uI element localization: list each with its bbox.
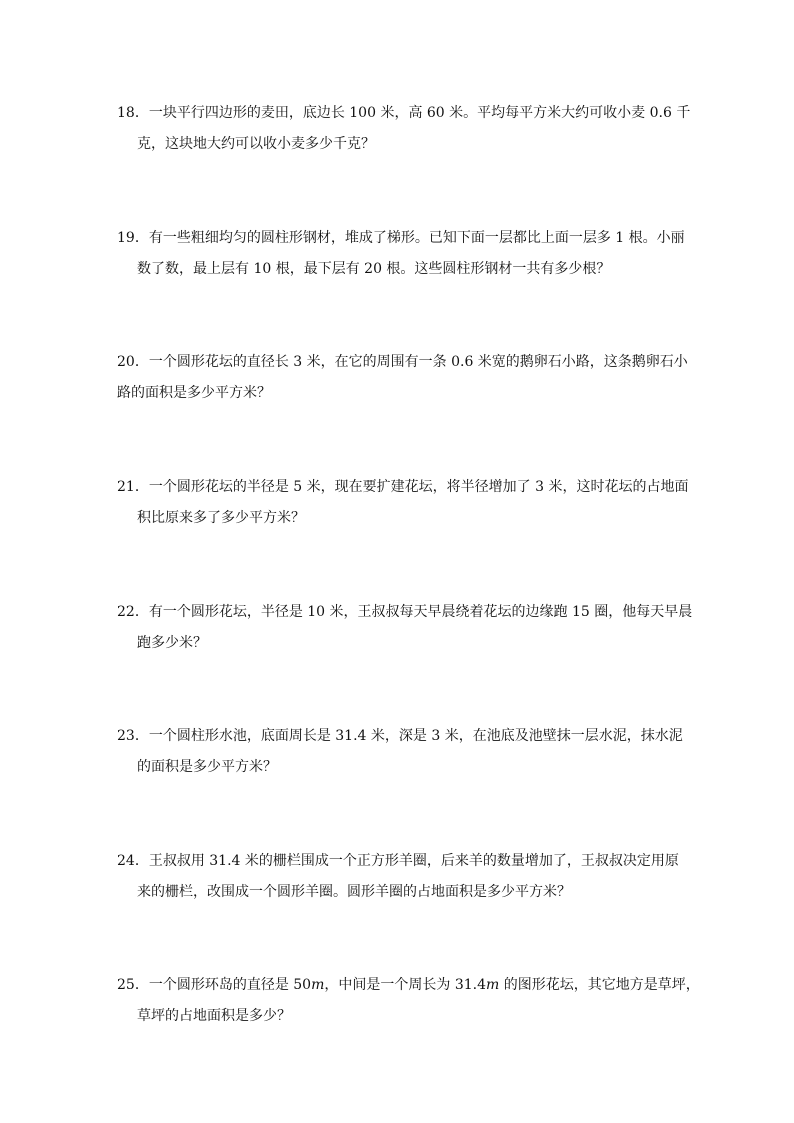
problem-text-continued: 跑多少米？ — [137, 635, 207, 651]
problem-text-continued: 来的栅栏，改围成一个圆形羊圈。圆形羊圈的占地面积是多少平方米？ — [137, 884, 571, 900]
problem-24 — [117, 846, 677, 908]
problem-line — [117, 472, 689, 503]
unit-meter: m — [311, 977, 325, 993]
problem-20 — [117, 347, 688, 409]
problem-text: ，中间是一个周长为 31.4 — [324, 977, 486, 993]
problem-text-continued: 克，这块地大约可以收小麦多少千克？ — [137, 136, 375, 152]
problem-number: 19． — [117, 230, 149, 246]
problem-18 — [117, 98, 691, 160]
problem-text: 的图形花坛，其它地方是草坪， — [499, 977, 700, 993]
problem-number: 24． — [117, 853, 149, 869]
problem-22 — [117, 597, 693, 659]
problem-25 — [117, 970, 700, 1032]
problem-line — [117, 846, 677, 877]
problem-text-continued: 路的面积是多少平方米？ — [117, 385, 271, 401]
problem-19 — [117, 223, 685, 285]
problem-text-continued: 数了数，最上层有 10 根，最下层有 20 根。这些圆柱形钢材一共有多少根？ — [137, 261, 611, 277]
problem-text-continued: 的面积是多少平方米？ — [137, 759, 277, 775]
problem-23 — [117, 721, 683, 783]
problem-text: 有一些粗细均匀的圆柱形钢材，堆成了梯形。已知下面一层都比上面一层多 1 根。小丽 — [148, 230, 685, 246]
problem-number: 18． — [117, 105, 149, 121]
problem-number: 21． — [117, 479, 149, 495]
problem-number: 23． — [117, 728, 149, 744]
problem-number: 25． — [117, 977, 149, 993]
problem-line — [117, 223, 685, 254]
problem-text: 一个圆形花坛的直径长 3 米，在它的周围有一条 0.6 米宽的鹅卵石小路，这条鹅卵石小 — [148, 354, 688, 370]
problem-text: 一个圆柱形水池，底面周长是 31.4 米，深是 3 米，在池底及池壁抹一层水泥，抹水泥 — [148, 728, 683, 744]
problem-text: 一个圆形环岛的直径是 50 — [148, 977, 312, 993]
problem-text: 一块平行四边形的麦田，底边长 100 米，高 60 米。平均每平方米大约可收小麦 0.6 千 — [148, 105, 691, 121]
problem-number: 22． — [117, 604, 149, 620]
problem-text: 一个圆形花坛的半径是 5 米，现在要扩建花坛，将半径增加了 3 米，这时花坛的占地面 — [148, 479, 689, 495]
problem-text: 有一个圆形花坛，半径是 10 米，王叔叔每天早晨绕着花坛的边缘跑 15 圈，他每天早晨 — [148, 604, 693, 620]
problem-line — [117, 721, 683, 752]
problem-line — [117, 347, 688, 378]
problem-text: 王叔叔用 31.4 米的栅栏围成一个正方形羊圈，后来羊的数量增加了，王叔叔决定用原 — [148, 853, 679, 869]
problem-line — [117, 597, 693, 628]
problem-21 — [117, 472, 689, 534]
problem-number: 20． — [117, 354, 149, 370]
problem-text-continued: 积比原来多了多少平方米？ — [137, 510, 305, 526]
problem-line — [117, 970, 700, 1001]
problem-text-continued: 草坪的占地面积是多少？ — [137, 1008, 291, 1024]
problem-line — [117, 98, 691, 129]
unit-meter: m — [486, 977, 500, 993]
